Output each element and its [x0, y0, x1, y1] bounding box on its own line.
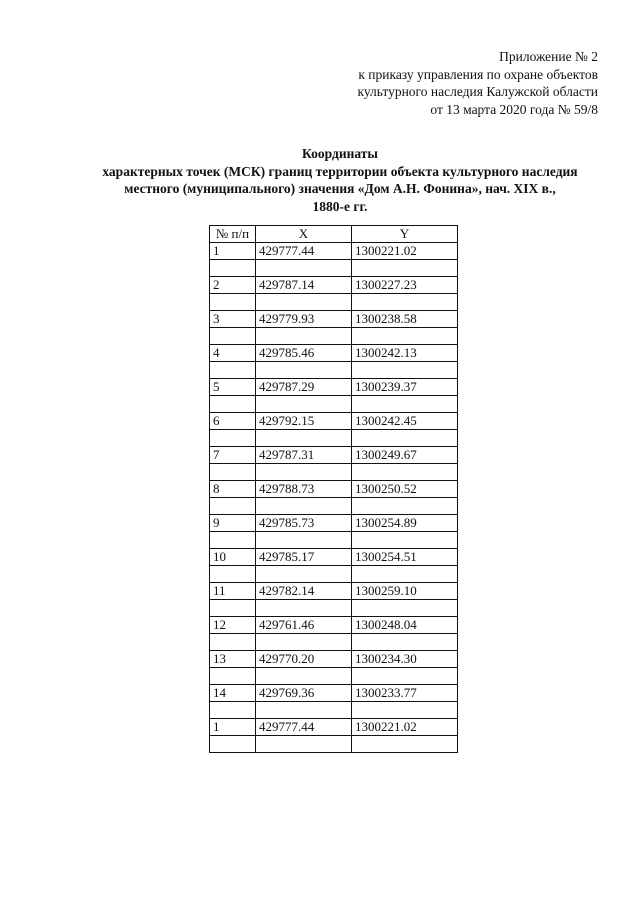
empty-cell: [256, 498, 352, 515]
table-row: [210, 447, 458, 464]
cell-y: 1300242.45: [352, 413, 458, 430]
cell-num: 4: [210, 345, 256, 362]
cell-num: 9: [210, 515, 256, 532]
empty-cell: [352, 600, 458, 617]
appendix-line-3: культурного наследия Калужской области: [357, 84, 598, 99]
cell-num: 11: [210, 583, 256, 600]
empty-cell: [210, 464, 256, 481]
empty-cell: [352, 328, 458, 345]
cell-x: 429785.46: [256, 345, 352, 362]
table-row: [210, 379, 458, 396]
empty-cell: [352, 566, 458, 583]
empty-cell: [256, 702, 352, 719]
cell-x: 429770.20: [256, 651, 352, 668]
cell-num: 14: [210, 685, 256, 702]
empty-cell: [352, 702, 458, 719]
table-spacer-row: [210, 668, 458, 685]
cell-y: 1300234.30: [352, 651, 458, 668]
cell-x: 429782.14: [256, 583, 352, 600]
header-x: X: [256, 226, 352, 243]
table-spacer-row: [210, 464, 458, 481]
empty-cell: [352, 362, 458, 379]
empty-cell: [210, 634, 256, 651]
empty-cell: [256, 328, 352, 345]
header-y: Y: [352, 226, 458, 243]
document-title: [60, 145, 620, 215]
table-row: [210, 617, 458, 634]
empty-cell: [352, 668, 458, 685]
table-row: [210, 481, 458, 498]
cell-y: 1300259.10: [352, 583, 458, 600]
table-row: [210, 549, 458, 566]
empty-cell: [210, 430, 256, 447]
empty-cell: [352, 430, 458, 447]
table-row: [210, 583, 458, 600]
table-row: [210, 719, 458, 736]
table-spacer-row: [210, 498, 458, 515]
cell-y: 1300233.77: [352, 685, 458, 702]
cell-num: 13: [210, 651, 256, 668]
table-row: [210, 277, 458, 294]
empty-cell: [256, 736, 352, 753]
empty-cell: [352, 260, 458, 277]
cell-y: 1300221.02: [352, 719, 458, 736]
table-spacer-row: [210, 362, 458, 379]
empty-cell: [256, 362, 352, 379]
empty-cell: [256, 634, 352, 651]
table-spacer-row: [210, 260, 458, 277]
empty-cell: [352, 634, 458, 651]
cell-num: 7: [210, 447, 256, 464]
empty-cell: [352, 498, 458, 515]
empty-cell: [210, 668, 256, 685]
appendix-line-1: Приложение № 2: [499, 49, 598, 64]
title-line-4: 1880-е гг.: [312, 198, 368, 214]
title-line-2: характерных точек (МСК) границ территории объекта культурного наследия: [102, 163, 578, 179]
cell-y: 1300221.02: [352, 243, 458, 260]
empty-cell: [352, 464, 458, 481]
empty-cell: [352, 294, 458, 311]
table-spacer-row: [210, 328, 458, 345]
table-row: [210, 413, 458, 430]
empty-cell: [256, 532, 352, 549]
table-spacer-row: [210, 294, 458, 311]
cell-num: 12: [210, 617, 256, 634]
empty-cell: [256, 668, 352, 685]
cell-num: 5: [210, 379, 256, 396]
cell-num: 10: [210, 549, 256, 566]
cell-x: 429787.31: [256, 447, 352, 464]
appendix-line-2: к приказу управления по охране объектов: [358, 66, 598, 82]
empty-cell: [256, 430, 352, 447]
empty-cell: [210, 600, 256, 617]
table-spacer-row: [210, 736, 458, 753]
cell-y: 1300242.13: [352, 345, 458, 362]
empty-cell: [210, 260, 256, 277]
table-spacer-row: [210, 634, 458, 651]
cell-y: 1300254.89: [352, 515, 458, 532]
cell-x: 429777.44: [256, 243, 352, 260]
empty-cell: [210, 532, 256, 549]
cell-x: 429779.93: [256, 311, 352, 328]
table-row: [210, 651, 458, 668]
header-num: № п/п: [210, 226, 256, 243]
empty-cell: [256, 464, 352, 481]
table-row: [210, 243, 458, 260]
cell-y: 1300248.04: [352, 617, 458, 634]
table-spacer-row: [210, 600, 458, 617]
empty-cell: [210, 566, 256, 583]
cell-x: 429769.36: [256, 685, 352, 702]
cell-y: 1300249.67: [352, 447, 458, 464]
table-row: [210, 515, 458, 532]
coordinates-table: [209, 225, 458, 753]
table-body: [210, 243, 458, 753]
empty-cell: [256, 566, 352, 583]
empty-cell: [210, 362, 256, 379]
cell-num: 6: [210, 413, 256, 430]
table-header-row: [210, 226, 458, 243]
empty-cell: [210, 702, 256, 719]
empty-cell: [210, 498, 256, 515]
table-spacer-row: [210, 702, 458, 719]
empty-cell: [210, 736, 256, 753]
empty-cell: [352, 532, 458, 549]
empty-cell: [256, 260, 352, 277]
title-line-3: местного (муниципального) значения «Дом А.Н. Фонина», нач. XIX в.,: [124, 181, 556, 196]
appendix-line-4: от 13 марта 2020 года № 59/8: [430, 101, 598, 117]
empty-cell: [210, 294, 256, 311]
empty-cell: [352, 396, 458, 413]
cell-y: 1300239.37: [352, 379, 458, 396]
cell-x: 429788.73: [256, 481, 352, 498]
cell-x: 429761.46: [256, 617, 352, 634]
empty-cell: [256, 396, 352, 413]
table-row: [210, 685, 458, 702]
cell-x: 429792.15: [256, 413, 352, 430]
empty-cell: [210, 328, 256, 345]
cell-num: 1: [210, 243, 256, 260]
cell-num: 3: [210, 311, 256, 328]
table-row: [210, 311, 458, 328]
cell-y: 1300227.23: [352, 277, 458, 294]
empty-cell: [256, 600, 352, 617]
title-line-1: Координаты: [302, 146, 378, 161]
table-spacer-row: [210, 566, 458, 583]
cell-x: 429785.73: [256, 515, 352, 532]
cell-y: 1300250.52: [352, 481, 458, 498]
appendix-header: [357, 48, 598, 118]
cell-num: 1: [210, 719, 256, 736]
table-row: [210, 345, 458, 362]
cell-x: 429785.17: [256, 549, 352, 566]
empty-cell: [210, 396, 256, 413]
empty-cell: [352, 736, 458, 753]
cell-x: 429787.14: [256, 277, 352, 294]
cell-num: 2: [210, 277, 256, 294]
cell-y: 1300238.58: [352, 311, 458, 328]
cell-x: 429787.29: [256, 379, 352, 396]
cell-y: 1300254.51: [352, 549, 458, 566]
table-spacer-row: [210, 396, 458, 413]
table-spacer-row: [210, 430, 458, 447]
cell-x: 429777.44: [256, 719, 352, 736]
cell-num: 8: [210, 481, 256, 498]
table-spacer-row: [210, 532, 458, 549]
empty-cell: [256, 294, 352, 311]
